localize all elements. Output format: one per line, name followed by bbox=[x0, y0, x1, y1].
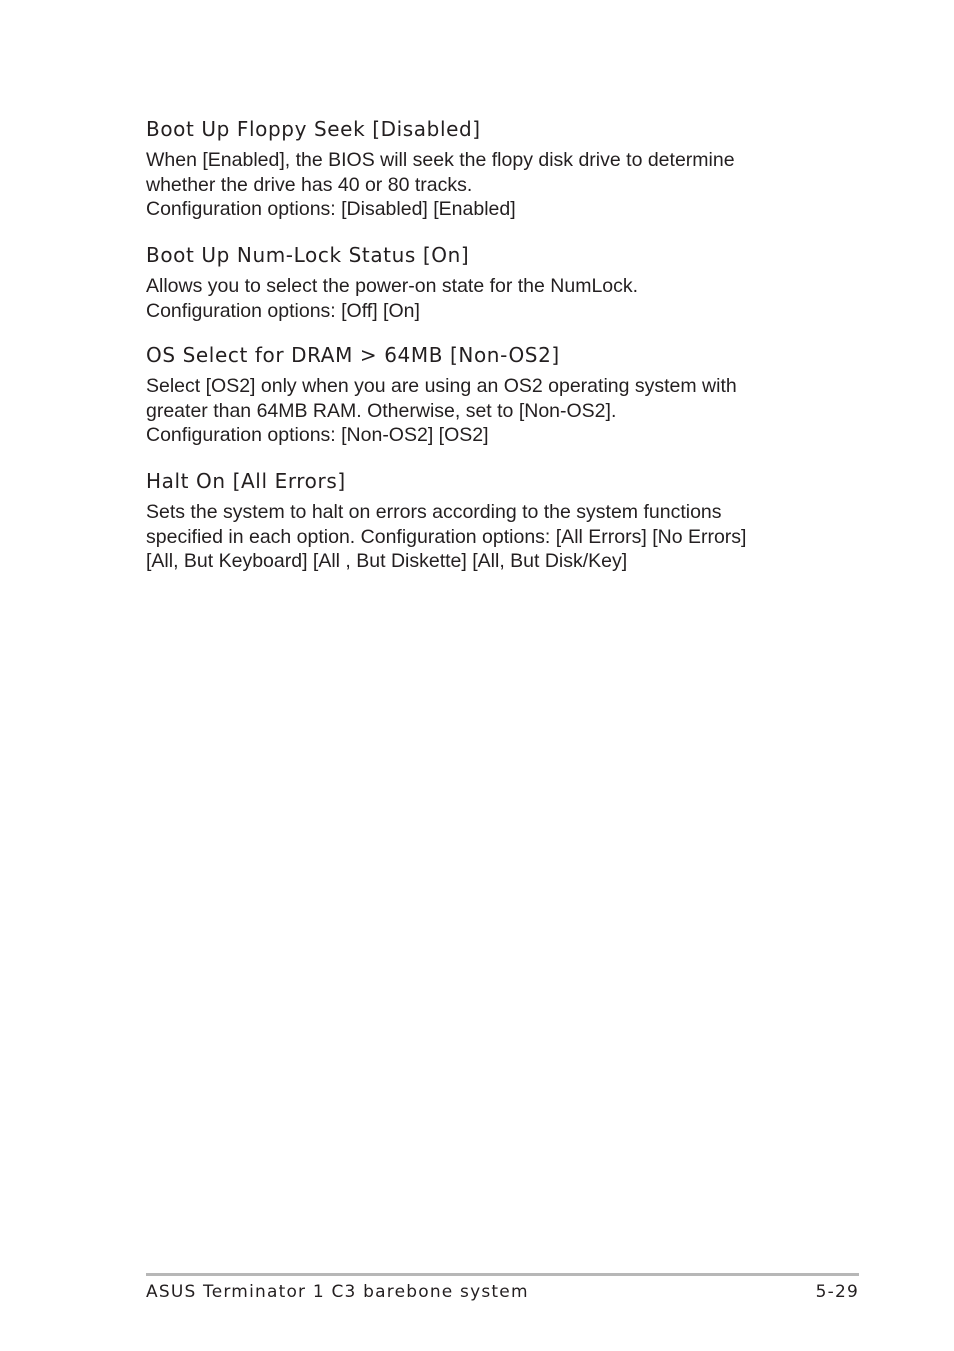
body-line: specified in each option. Configuration options: [All Errors] [No Errors] bbox=[146, 525, 747, 548]
section-body bbox=[146, 500, 806, 574]
section-os-select bbox=[146, 342, 806, 448]
body-line: Select [OS2] only when you are using an OS2 operating system with bbox=[146, 375, 737, 397]
footer-divider bbox=[146, 1273, 859, 1276]
body-line: Sets the system to halt on errors according to the system functions bbox=[146, 501, 722, 523]
section-body bbox=[146, 274, 806, 323]
page-number: 5-29 bbox=[815, 1282, 859, 1302]
page-footer bbox=[146, 1282, 859, 1302]
body-line: greater than 64MB RAM. Otherwise, set to [Non-OS2]. bbox=[146, 399, 617, 422]
body-line: whether the drive has 40 or 80 tracks. bbox=[146, 173, 473, 196]
section-halt-on bbox=[146, 468, 806, 574]
body-line: Configuration options: [Off] [On] bbox=[146, 299, 420, 322]
section-num-lock bbox=[146, 242, 806, 323]
body-line: Configuration options: [Disabled] [Enabled] bbox=[146, 198, 516, 221]
body-line: Configuration options: [Non-OS2] [OS2] bbox=[146, 424, 489, 447]
section-heading: OS Select for DRAM > 64MB [Non-OS2] bbox=[146, 343, 560, 367]
section-body bbox=[146, 374, 806, 448]
section-floppy-seek bbox=[146, 116, 806, 222]
section-heading: Boot Up Num-Lock Status [On] bbox=[146, 243, 470, 267]
section-body bbox=[146, 148, 806, 222]
body-line: When [Enabled], the BIOS will seek the flopy disk drive to determine bbox=[146, 149, 735, 171]
section-heading: Halt On [All Errors] bbox=[146, 469, 346, 493]
section-heading: Boot Up Floppy Seek [Disabled] bbox=[146, 117, 481, 141]
footer-title: ASUS Terminator 1 C3 barebone system bbox=[146, 1282, 529, 1302]
body-line: [All, But Keyboard] [All , But Diskette] [All, But Disk/Key] bbox=[146, 550, 628, 573]
body-line: Allows you to select the power-on state for the NumLock. bbox=[146, 275, 639, 297]
